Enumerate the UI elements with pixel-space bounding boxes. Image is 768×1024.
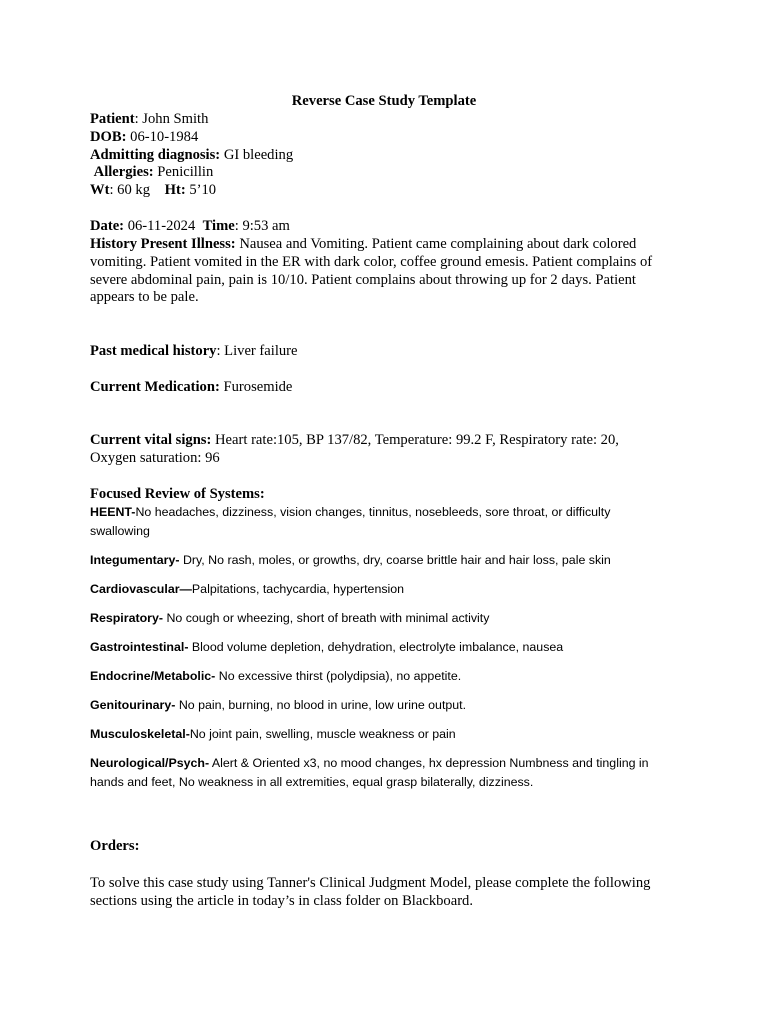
ros-text: No pain, burning, no blood in urine, low urine output. xyxy=(175,698,467,712)
hpi-label: History Present Illness: xyxy=(90,236,236,252)
ros-title: Focused Review of Systems: xyxy=(90,486,265,502)
allergies-value: Penicillin xyxy=(157,164,214,181)
ros-endocrine xyxy=(90,667,680,686)
ros-text: No joint pain, swelling, muscle weakness or pain xyxy=(189,727,456,741)
date-label: Date: xyxy=(90,218,125,234)
meds-value: Furosemide xyxy=(223,379,293,395)
allergies-label: Allergies: xyxy=(93,164,154,181)
ros-label: Genitourinary- xyxy=(90,698,176,712)
time-label: Time xyxy=(202,218,235,234)
patient-label: Patient xyxy=(90,111,135,127)
patient-name: John Smith xyxy=(142,111,209,127)
ros-label: Respiratory- xyxy=(90,611,163,625)
ros-label: Endocrine/Metabolic- xyxy=(90,669,216,683)
ht-value: 5’10 xyxy=(189,182,217,199)
patient-info xyxy=(90,111,680,200)
ros-cardiovascular xyxy=(90,580,680,599)
ros-integumentary xyxy=(90,551,680,570)
closing-instructions: To solve this case study using Tanner's Clinical Judgment Model, please complete the following sections using the article in today’s in class folder on Blackboard. xyxy=(90,875,651,909)
ros-genitourinary xyxy=(90,696,680,715)
ros-label: Integumentary- xyxy=(90,553,180,567)
ros-heent xyxy=(90,503,670,541)
ros-text: No cough or wheezing, short of breath with minimal activity xyxy=(163,611,490,625)
ht-label: Ht: xyxy=(164,182,186,199)
ros-respiratory xyxy=(90,609,680,628)
ros-musculoskeletal xyxy=(90,725,680,744)
ros-text: No excessive thirst (polydipsia), no appetite. xyxy=(215,669,462,683)
vitals-label: Current vital signs: xyxy=(90,432,212,448)
dob-line xyxy=(90,129,680,147)
current-vital-signs xyxy=(90,432,660,468)
admitting-label: Admitting diagnosis: xyxy=(90,146,221,163)
pmh-value: Liver failure xyxy=(224,343,298,359)
ros-text: Palpitations, tachycardia, hypertension xyxy=(191,582,405,596)
ros-label: Gastrointestinal- xyxy=(90,640,189,654)
wt-label: Wt xyxy=(90,182,110,199)
ros-label: HEENT- xyxy=(90,505,136,519)
ros-label: Cardiovascular— xyxy=(90,582,192,596)
ros-text: Alert & Oriented x3, no mood changes, hx depression Numbness and tingling in hands and feet, No weakness in all extremities, equal grasp bilaterally, dizziness. xyxy=(90,756,649,789)
ros-text: Blood volume depletion, dehydration, electrolyte imbalance, nausea xyxy=(188,640,564,654)
admitting-line xyxy=(90,147,680,165)
pmh-label: Past medical history xyxy=(90,343,217,359)
dob-label: DOB: xyxy=(90,128,127,145)
date-value: 06-11-2024 xyxy=(127,218,196,234)
dob-value: 06-10-1984 xyxy=(130,128,199,145)
current-medication xyxy=(90,379,680,397)
ros-text: Dry, No rash, moles, or growths, dry, coarse brittle hair and hair loss, pale skin xyxy=(179,553,611,567)
hpi-text: Nausea and Vomiting. Patient came complaining about dark colored vomiting. Patient vomited in the ER with dark color, coffee ground emesis. Patient complains of severe abdominal pain, pain is 10/10. Patient complains about throwing up for 2 days. Patient appears to be pale. xyxy=(90,236,653,306)
ros-text: No headaches, dizziness, vision changes, tinnitus, nosebleeds, sore throat, or difficulty swallowing xyxy=(90,505,611,538)
history-present-illness xyxy=(90,236,680,307)
past-medical-history: Past medical history: Liver failure xyxy=(90,343,298,359)
wt-value: 60 kg xyxy=(117,182,151,199)
meds-label: Current Medication: xyxy=(90,379,220,395)
patient-line: Patient: John Smith xyxy=(90,111,209,127)
admitting-value: GI bleeding xyxy=(223,146,294,163)
time-value: 9:53 am xyxy=(242,218,290,234)
weight-height-line: Wt: 60 kg Ht: 5’10 xyxy=(90,182,217,199)
ros-label: Musculoskeletal- xyxy=(90,727,190,741)
orders-title: Orders: xyxy=(90,838,140,854)
vitals-value: Heart rate:105, BP 137/82, Temperature: 99.2 F, Respiratory rate: 20, Oxygen saturation: 96 xyxy=(90,432,619,466)
allergies-line xyxy=(90,164,680,182)
ros-label: Neurological/Psych- xyxy=(90,756,210,770)
date-time-line: Date: 06-11-2024 Time: 9:53 am xyxy=(90,218,290,234)
ros-neurological xyxy=(90,754,670,792)
ros-gastrointestinal xyxy=(90,638,680,657)
document-title: Reverse Case Study Template xyxy=(291,93,477,109)
